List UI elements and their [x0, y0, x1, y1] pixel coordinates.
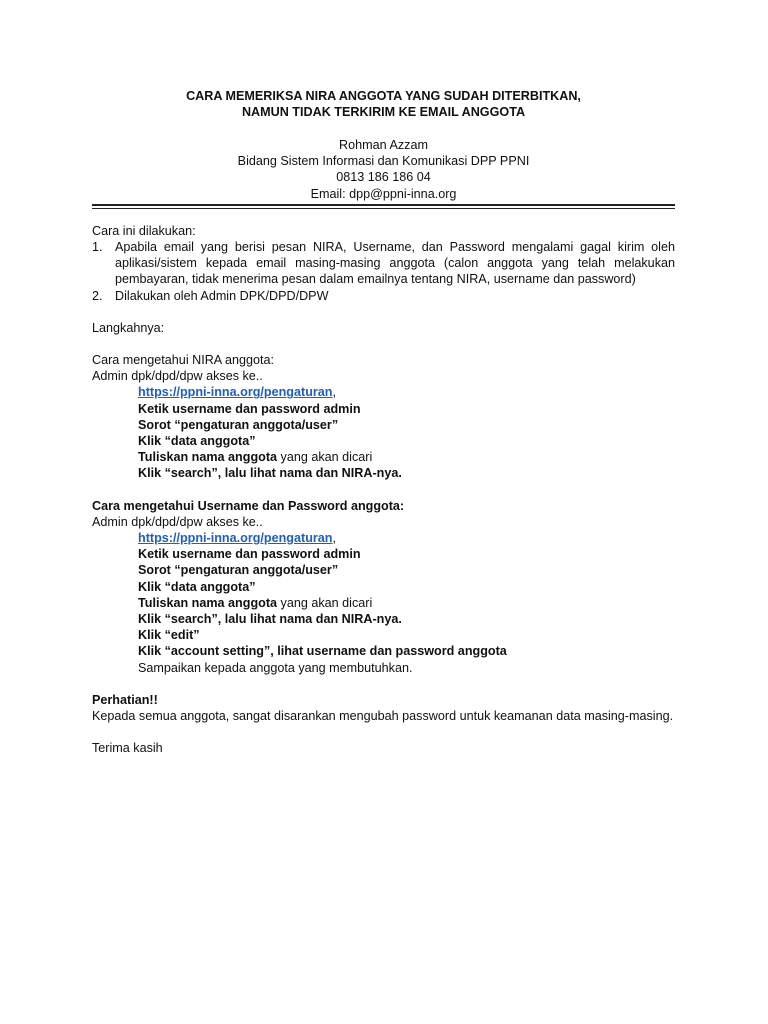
intro-item-text: Dilakukan oleh Admin DPK/DPD/DPW — [115, 288, 329, 303]
author-block — [92, 137, 675, 202]
section-nira-access: Admin dpk/dpd/dpw akses ke.. — [92, 369, 263, 384]
intro-item — [92, 239, 675, 288]
author-department: Bidang Sistem Informasi dan Komunikasi DPP PPNI — [237, 154, 530, 169]
step-click-data: Klik “data anggota” — [138, 579, 256, 594]
pengaturan-link[interactable]: https://ppni-inna.org/pengaturan — [138, 385, 333, 400]
section-nira-link-line — [138, 384, 675, 400]
step-search: Klik “search”, lalu lihat nama dan NIRA-nya. — [138, 612, 402, 627]
step-deliver: Sampaikan kepada anggota yang membutuhkan. — [138, 660, 413, 675]
intro-heading: Cara ini dilakukan: — [92, 223, 196, 238]
pengaturan-link[interactable]: https://ppni-inna.org/pengaturan — [138, 531, 333, 546]
step-hover-settings: Sorot “pengaturan anggota/user” — [138, 417, 339, 432]
step-type-name — [138, 595, 675, 611]
section-username-steps — [92, 530, 675, 676]
step-click-data: Klik “data anggota” — [138, 434, 256, 449]
intro-item-number: 2. — [92, 288, 103, 303]
intro-item-number: 1. — [92, 240, 103, 255]
section-username-link-line — [138, 530, 675, 546]
closing-text: Terima kasih — [92, 741, 163, 756]
intro-item-text: Apabila email yang berisi pesan NIRA, Username, dan Password mengalami gagal kirim oleh aplikasi/sistem kepada email masing-masing anggota (calon anggota yang telah melakukan pembayaran, tidak menerima pesan dalam emailnya tentang NIRA, username dan password) — [115, 240, 675, 287]
document-title — [92, 88, 675, 120]
notice-heading: Perhatian!! — [92, 692, 158, 707]
section-username-access: Admin dpk/dpd/dpw akses ke.. — [92, 514, 263, 529]
section-nira-steps — [92, 384, 675, 481]
link-suffix: , — [332, 385, 336, 400]
step-hover-settings: Sorot “pengaturan anggota/user” — [138, 563, 339, 578]
link-suffix: , — [332, 531, 336, 546]
section-username-password — [92, 498, 675, 676]
steps-heading: Langkahnya: — [92, 320, 165, 335]
author-email: Email: dpp@ppni-inna.org — [310, 186, 457, 201]
section-username-heading: Cara mengetahui Username dan Password anggota: — [92, 498, 405, 513]
step-type-name — [138, 449, 675, 465]
intro-item — [92, 288, 675, 304]
step-type-name-bold: Tuliskan nama anggota — [138, 595, 278, 610]
title-line-1: CARA MEMERIKSA NIRA ANGGOTA YANG SUDAH DITERBITKAN, — [186, 89, 581, 103]
document-page — [92, 88, 675, 757]
step-account-setting: Klik “account setting”, lihat username dan password anggota — [138, 644, 507, 659]
notice-block — [92, 692, 675, 724]
step-login: Ketik username dan password admin — [138, 401, 361, 416]
step-login: Ketik username dan password admin — [138, 547, 361, 562]
step-type-name-rest: yang akan dicari — [277, 450, 373, 465]
notice-text: Kepada semua anggota, sangat disarankan mengubah password untuk keamanan data masing-masing. — [92, 709, 674, 724]
section-nira — [92, 352, 675, 482]
author-name: Rohman Azzam — [339, 138, 428, 152]
step-type-name-bold: Tuliskan nama anggota — [138, 450, 278, 465]
section-nira-heading: Cara mengetahui NIRA anggota: — [92, 353, 275, 368]
step-type-name-rest: yang akan dicari — [277, 595, 373, 610]
step-search: Klik “search”, lalu lihat nama dan NIRA-nya. — [138, 466, 402, 481]
author-phone: 0813 186 186 04 — [336, 170, 431, 185]
title-line-2: NAMUN TIDAK TERKIRIM KE EMAIL ANGGOTA — [241, 105, 526, 119]
intro-list — [92, 239, 675, 304]
step-edit: Klik “edit” — [138, 628, 200, 643]
